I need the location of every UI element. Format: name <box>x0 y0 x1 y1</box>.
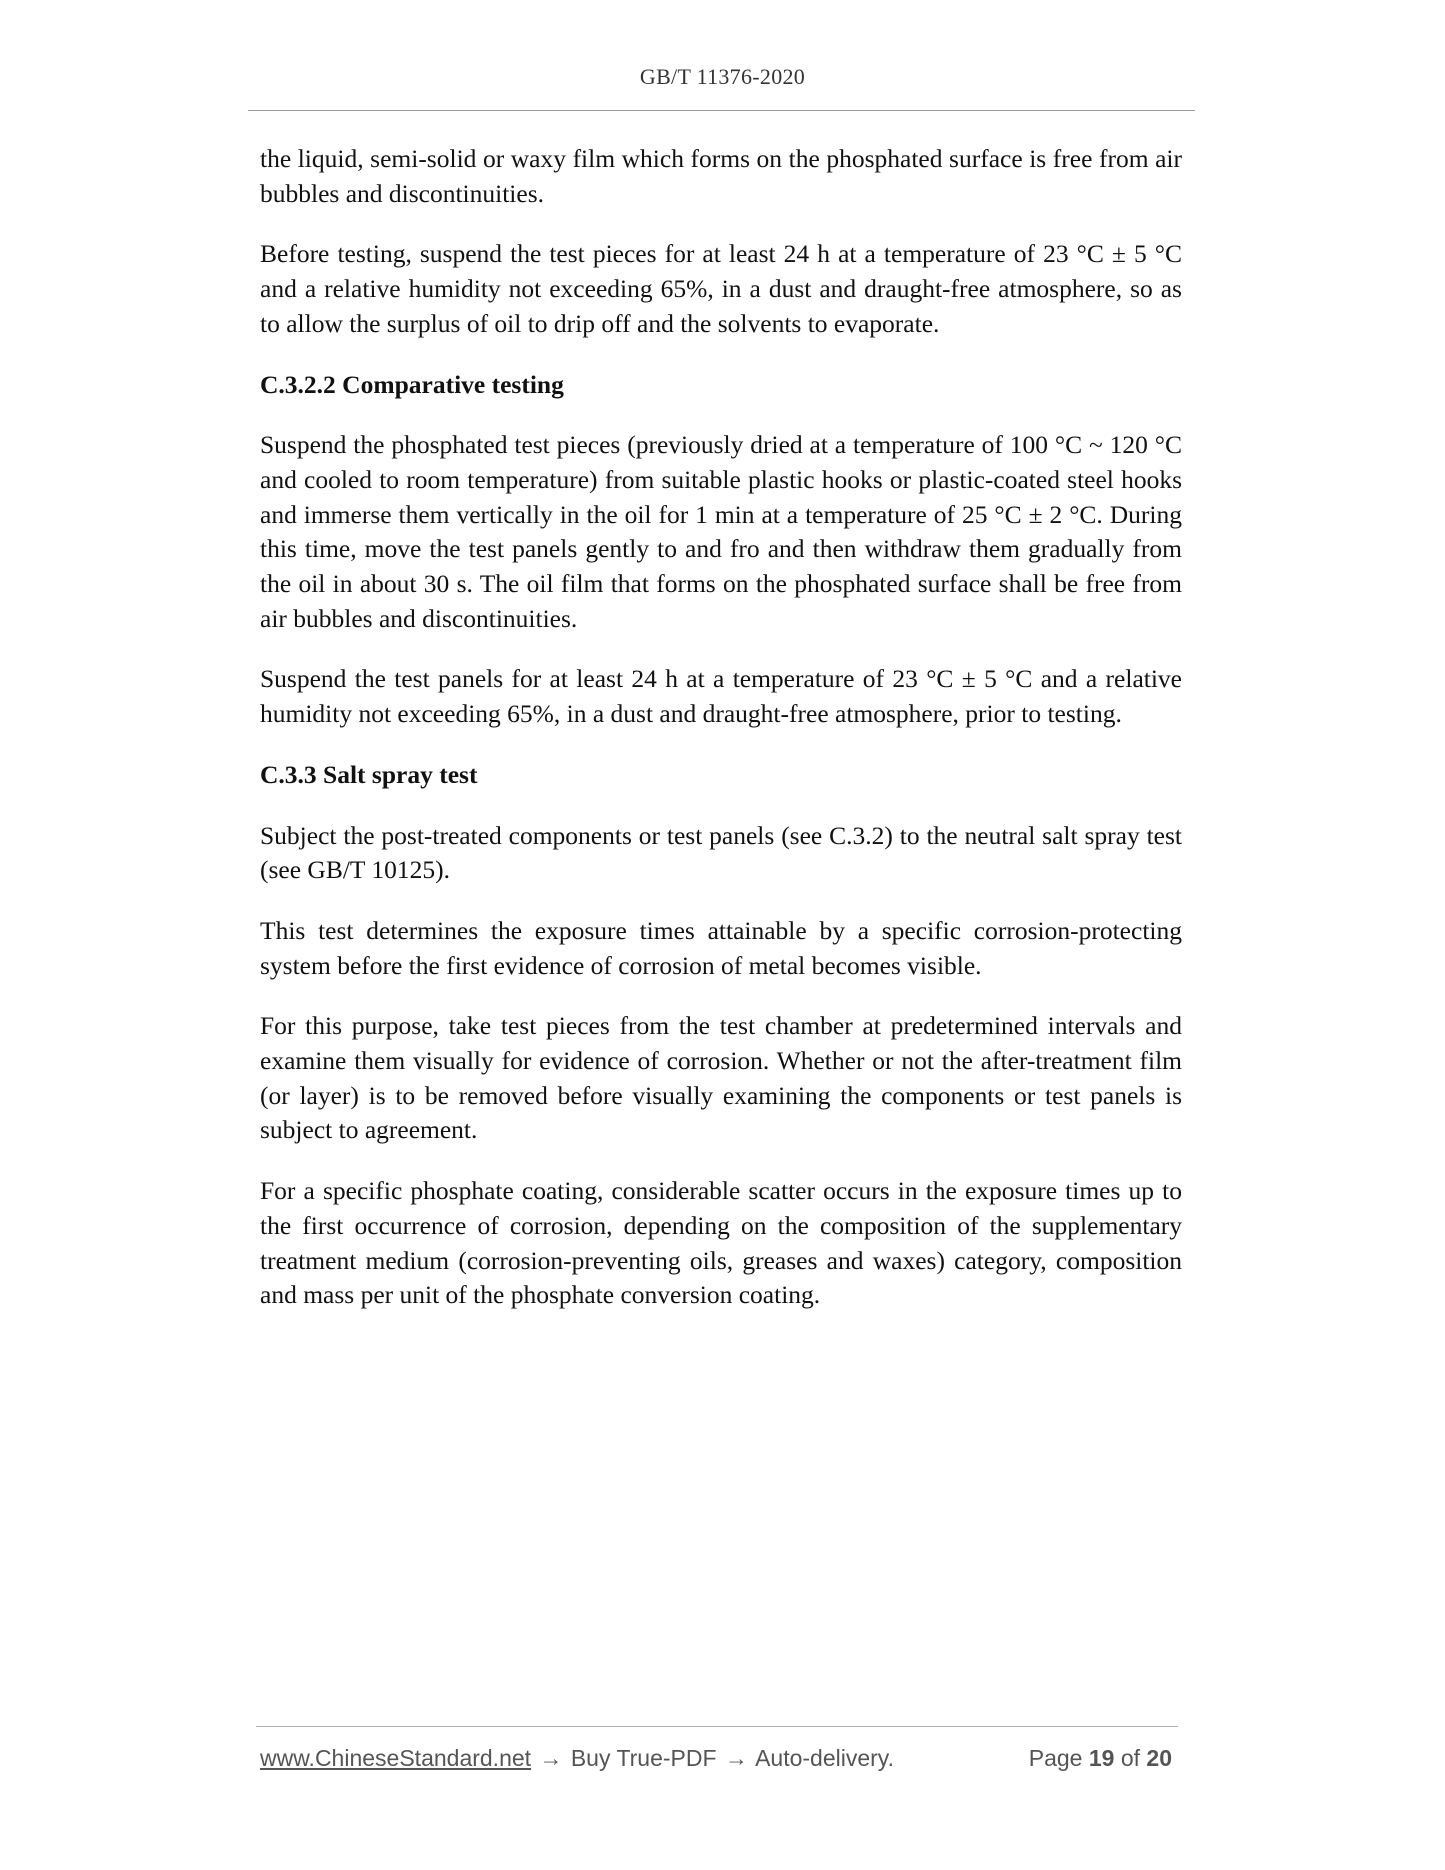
arrow-right-icon: → <box>724 1745 748 1771</box>
page-label: Page <box>1028 1745 1083 1771</box>
section-heading-comparative-testing: C.3.2.2 Comparative testing <box>260 369 564 399</box>
website-link[interactable]: www.ChineseStandard.net <box>260 1745 532 1771</box>
paragraph: the liquid, semi-solid or waxy film which forms on the phosphated surface is free from air bubbles and discontinuities. <box>260 144 1182 208</box>
paragraph: Suspend the test panels for at least 24 h at a temperature of 23 °C ± 5 °C and a relative humidity not exceeding 65%, in a dust and draught-free atmosphere, prior to testing. <box>260 664 1182 729</box>
section-heading-salt-spray-test: C.3.3 Salt spray test <box>260 759 478 789</box>
arrow-right-icon: → <box>539 1745 563 1771</box>
page-of-label: of <box>1120 1745 1141 1771</box>
footer-divider <box>256 1726 1178 1727</box>
paragraph: Subject the post-treated components or test panels (see C.3.2) to the neutral salt spray test (see GB/T 10125). <box>260 820 1182 885</box>
page-total: 20 <box>1146 1745 1172 1771</box>
document-header-title: GB/T 11376-2020 <box>639 64 806 89</box>
auto-delivery-text: Auto-delivery. <box>755 1745 894 1771</box>
document-body <box>260 142 1182 1339</box>
paragraph: For this purpose, take test pieces from the test chamber at predetermined intervals and examine them visually for evidence of corrosion. Whether or not the after-treatment film (or layer) is to be removed before visually examining the components or test panels is subject to agreement. <box>260 1011 1182 1145</box>
page-indicator <box>1029 1745 1172 1772</box>
buy-true-pdf-text: Buy True-PDF <box>570 1745 717 1771</box>
paragraph: For a specific phosphate coating, considerable scatter occurs in the exposure times up to the first occurrence of corrosion, depending on the composition of the supplementary treatment medium (corrosion-preventing oils, greases and waxes) category, composition and mass per unit of the phosphate conversion coating. <box>260 1176 1182 1310</box>
page-footer <box>260 1745 1182 1772</box>
paragraph: Suspend the phosphated test pieces (previously dried at a temperature of 100 °C ~ 120 °C and cooled to room temperature) from suitable plastic hooks or plastic-coated steel hooks and immerse them vertically in the oil for 1 min at a temperature of 25 °C ± 2 °C. During this time, move the test panels gently to and fro and then withdraw them gradually from the oil in about 30 s. The oil film that forms on the phosphated surface shall be free from air bubbles and discontinuities. <box>260 430 1182 633</box>
header-divider <box>248 110 1195 111</box>
paragraph: Before testing, suspend the test pieces for at least 24 h at a temperature of 23 °C ± 5 °C and a relative humidity not exceeding 65%, in a dust and draught-free atmosphere, so as to allow the surplus of oil to drip off and the solvents to evaporate. <box>260 239 1182 338</box>
paragraph: This test determines the exposure times attainable by a specific corrosion-protecting system before the first evidence of corrosion of metal becomes visible. <box>260 915 1182 980</box>
page-current: 19 <box>1088 1745 1115 1771</box>
